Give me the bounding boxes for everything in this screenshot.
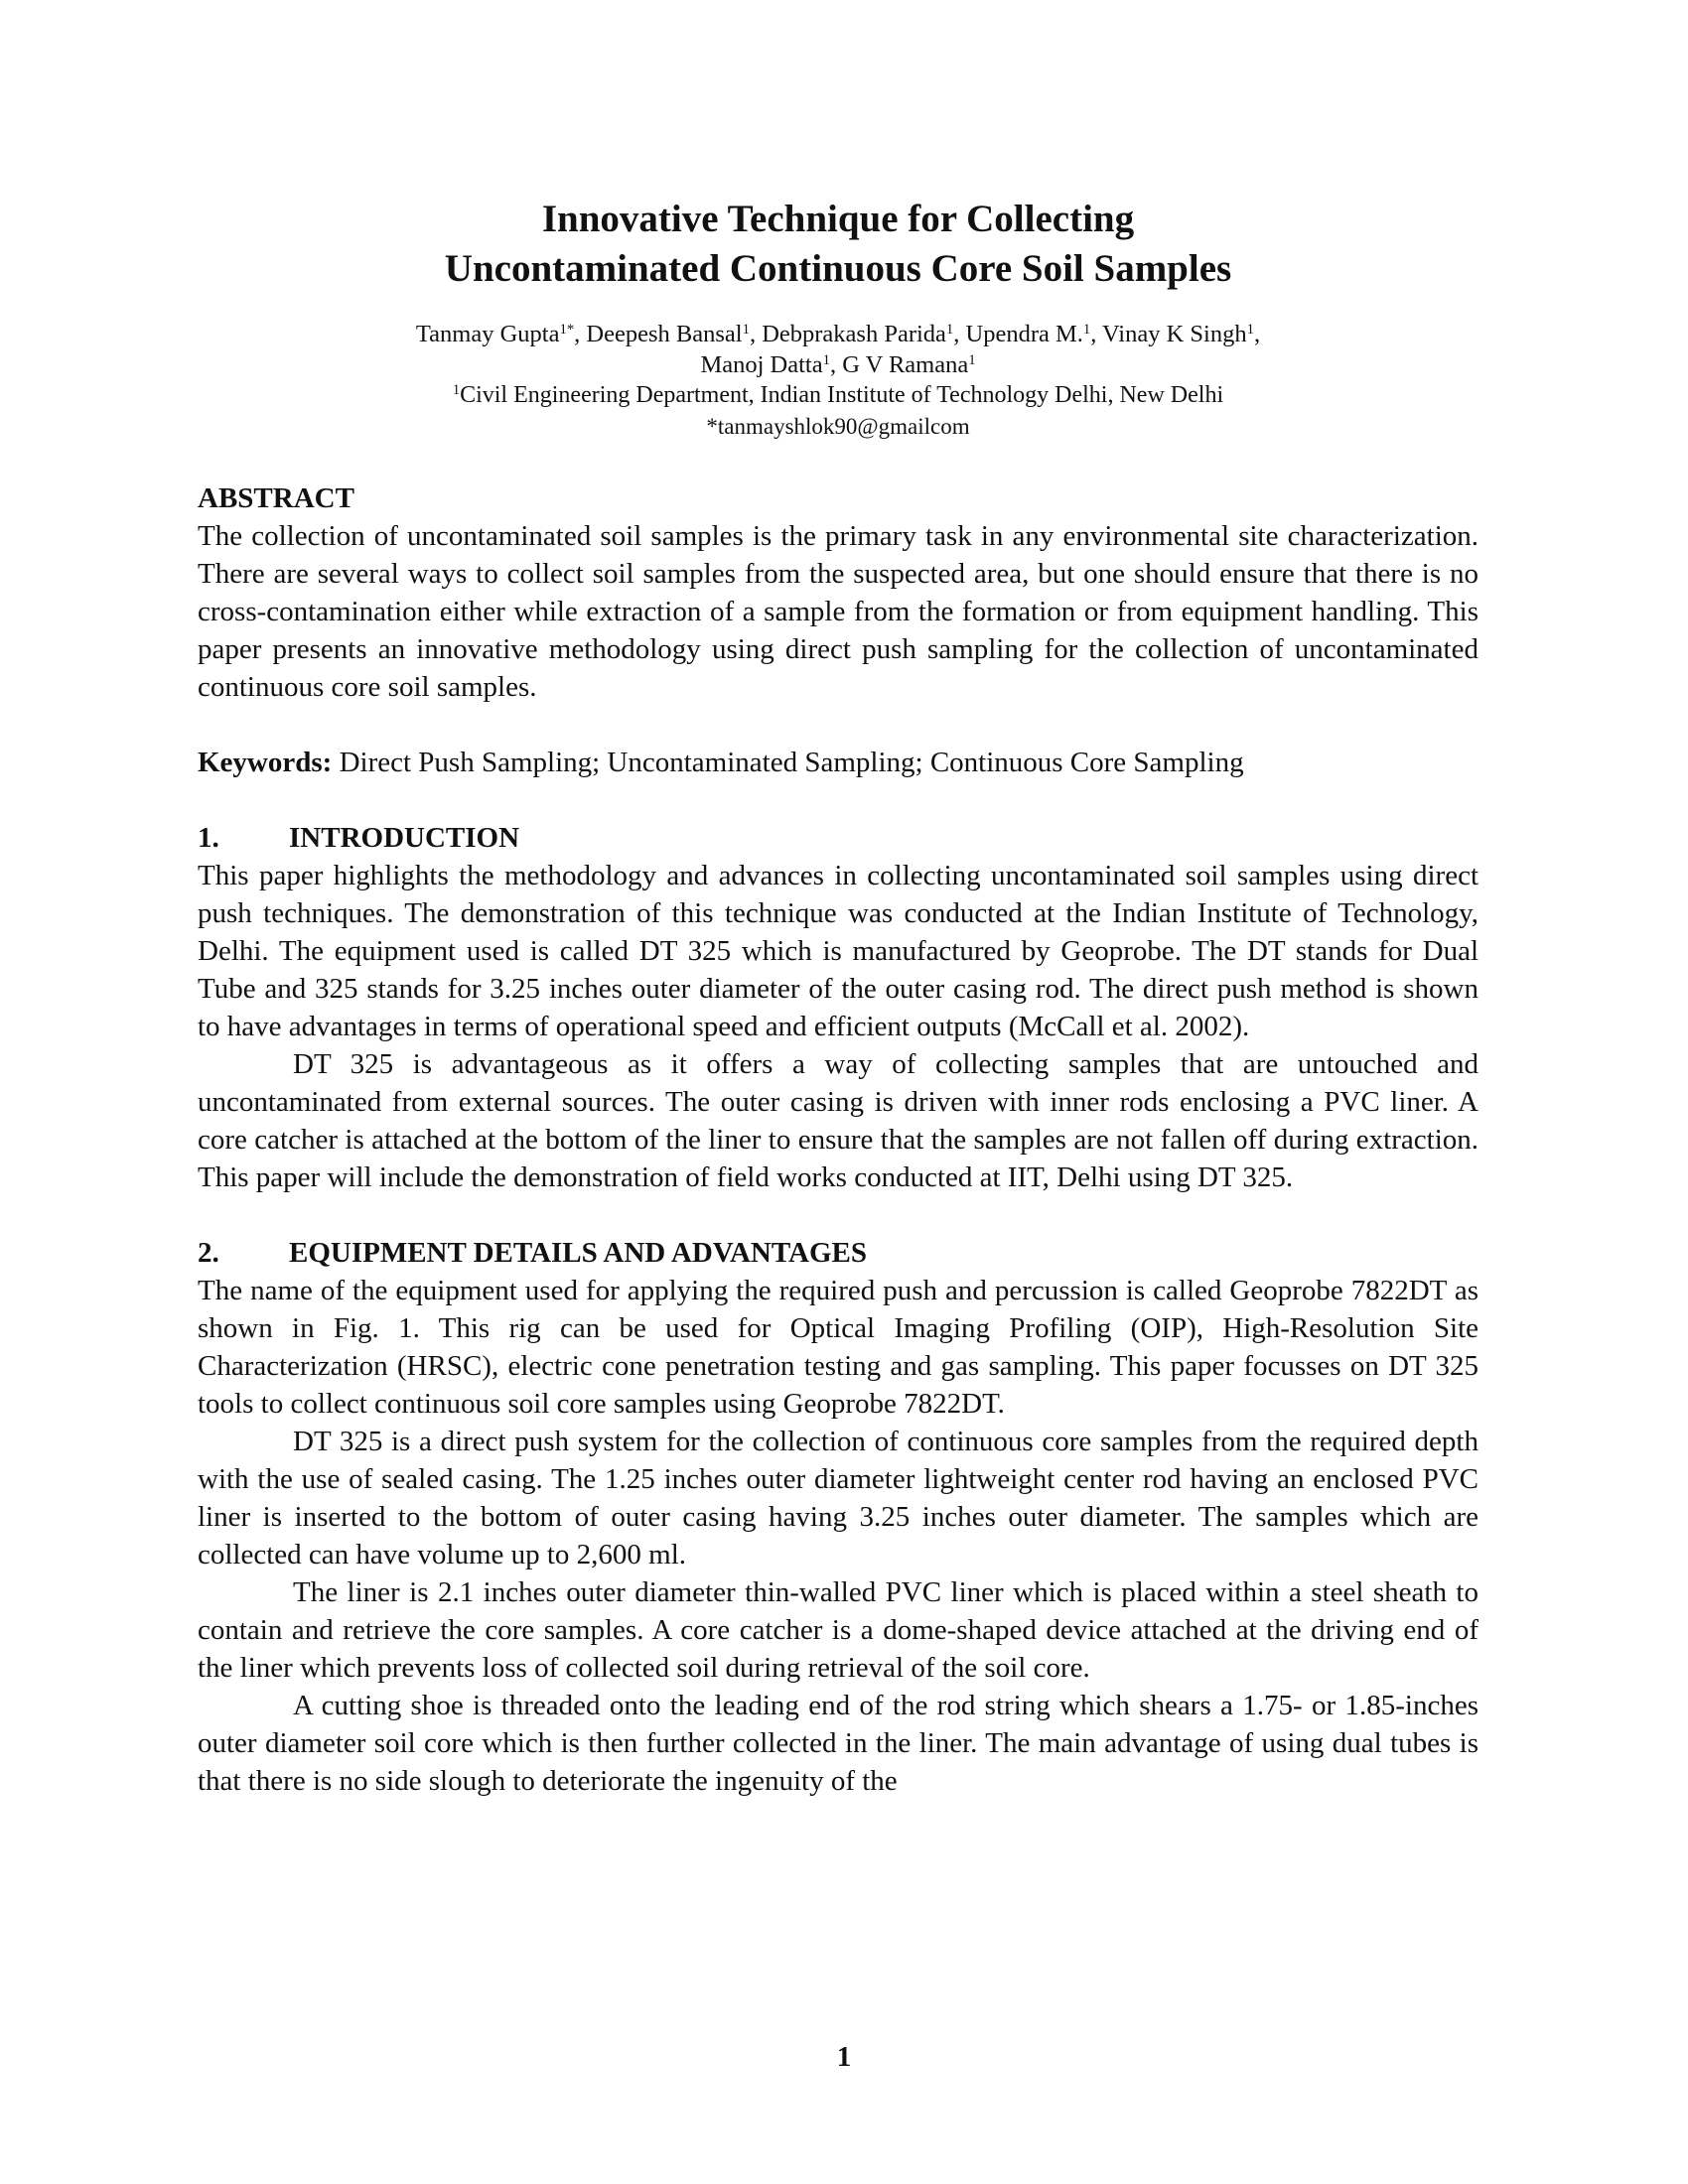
keywords-text: Direct Push Sampling; Uncontaminated Sampling; Continuous Core Sampling bbox=[332, 747, 1244, 778]
keywords-line bbox=[198, 744, 1478, 781]
section-number: 1. bbox=[198, 822, 219, 854]
section-number: 2. bbox=[198, 1237, 219, 1269]
section-1-paragraph-2: DT 325 is advantageous as it offers a way of collecting samples that are untouched and uncontaminated from external sources. The outer casing is driven with inner rods enclosing a PVC liner. A core catcher is attached at the bottom of the liner to ensure that the samples are not fallen off during extraction. This paper will include the demonstration of field works conducted at IIT, Delhi using DT 325. bbox=[198, 1048, 1478, 1193]
keywords-label: Keywords: bbox=[198, 747, 333, 778]
section-2-paragraph-1: The name of the equipment used for applying the required push and percussion is called Geoprobe 7822DT as shown in Fig. 1. This rig can be used for Optical Imaging Profiling (OIP), High-Resolution Site Characterization (HRSC), electric cone penetration testing and gas sampling. This paper focusses on DT 325 tools to collect continuous soil core samples using Geoprobe 7822DT. bbox=[198, 1275, 1478, 1420]
section-2-paragraph-3: The liner is 2.1 inches outer diameter thin-walled PVC liner which is placed within a steel sheath to contain and retrieve the core samples. A core catcher is a dome-shaped device attached at the driving end of the liner which prevents loss of collected soil during retrieval of the soil core. bbox=[198, 1576, 1478, 1684]
paper-title bbox=[198, 195, 1478, 294]
section-2-paragraph-2: DT 325 is a direct push system for the collection of continuous core samples from the required depth with the use of sealed casing. The 1.25 inches outer diameter lightweight center rod having an enclosed PVC liner is inserted to the bottom of outer casing having 3.25 inches outer diameter. The samples which are collected can have volume up to 2,600 ml. bbox=[198, 1426, 1478, 1570]
author-affiliation-mark: 1* bbox=[559, 321, 575, 338]
author-name: Manoj Datta bbox=[700, 351, 823, 378]
affiliation-text: Civil Engineering Department, Indian Institute of Technology Delhi, New Delhi bbox=[460, 382, 1224, 408]
title-line-2: Uncontaminated Continuous Core Soil Samples bbox=[444, 247, 1232, 290]
author-affiliation-mark: 1 bbox=[822, 351, 830, 368]
section-1-heading bbox=[198, 819, 1478, 857]
author-affiliation-mark: 1 bbox=[742, 321, 750, 338]
abstract-heading: ABSTRACT bbox=[198, 482, 354, 514]
author-affiliation bbox=[198, 380, 1478, 411]
section-title: EQUIPMENT DETAILS AND ADVANTAGES bbox=[289, 1237, 868, 1269]
author-name: , Deepesh Bansal bbox=[574, 321, 743, 347]
corresponding-email: *tanmayshlok90@gmailcom bbox=[706, 414, 970, 439]
affiliation-mark: 1 bbox=[452, 382, 461, 399]
author-affiliation-mark: 1 bbox=[1246, 321, 1254, 338]
author-affiliation-mark: 1 bbox=[968, 351, 976, 368]
section-1-paragraph-1: This paper highlights the methodology and advances in collecting uncontaminated soil samples using direct push techniques. The demonstration of this technique was conducted at the Indian Institute of Technology, Delhi. The equipment used is called DT 325 which is manufactured by Geoprobe. The DT stands for Dual Tube and 325 stands for 3.25 inches outer diameter of the outer casing rod. The direct push method is shown to have advantages in terms of operational speed and efficient outputs (McCall et al. 2002). bbox=[198, 860, 1478, 1042]
author-name: , Vinay K Singh bbox=[1090, 321, 1247, 347]
author-name: , Upendra M. bbox=[953, 321, 1083, 347]
author-list bbox=[198, 319, 1478, 380]
author-name: , G V Ramana bbox=[829, 351, 969, 378]
author-affiliation-mark: 1 bbox=[945, 321, 954, 338]
author-name: , Debprakash Parida bbox=[749, 321, 946, 347]
section-2-heading bbox=[198, 1234, 1478, 1272]
abstract-text: The collection of uncontaminated soil samples is the primary task in any environmental site characterization. There are several ways to collect soil samples from the suspected area, but one should ensure that there is no cross-contamination either while extraction of a sample from the formation or from equipment handling. This paper presents an innovative methodology using direct push sampling for the collection of uncontaminated continuous core soil samples. bbox=[198, 520, 1478, 703]
section-2-paragraph-4: A cutting shoe is threaded onto the leading end of the rod string which shears a 1.75- or 1.85-inches outer diameter soil core which is then further collected in the liner. The main advantage of using dual tubes is that there is no side slough to deteriorate the ingenuity of the bbox=[198, 1690, 1478, 1797]
title-line-1: Innovative Technique for Collecting bbox=[541, 198, 1135, 240]
paper-page bbox=[198, 195, 1478, 1800]
section-title: INTRODUCTION bbox=[289, 822, 520, 854]
author-name: Tanmay Gupta bbox=[415, 321, 560, 347]
page-number: 1 bbox=[836, 2041, 852, 2073]
author-separator: , bbox=[1253, 321, 1261, 347]
author-affiliation-mark: 1 bbox=[1082, 321, 1091, 338]
